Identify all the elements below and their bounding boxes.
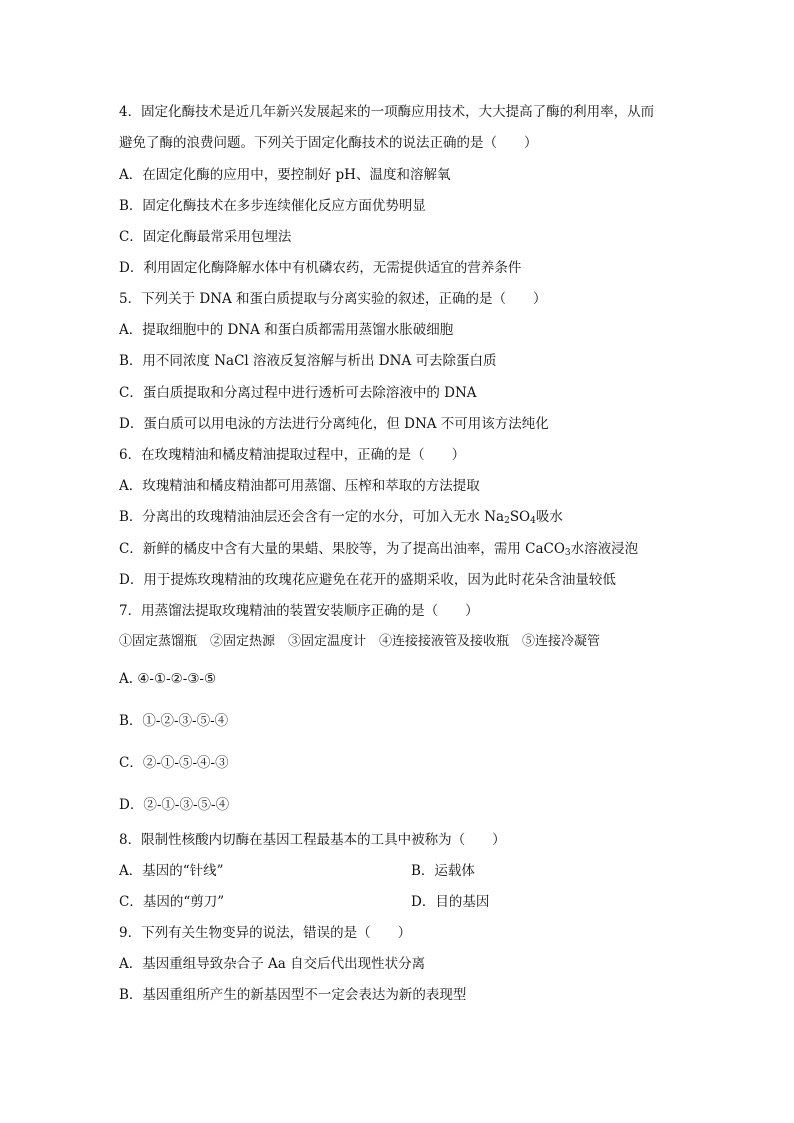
q5-option-c: C．蛋白质提取和分离过程中进行透析可去除溶液中的 DNA	[119, 385, 477, 401]
q7-stem: 7．用蒸馏法提取玫瑰精油的装置安装顺序正确的是（ ）	[119, 603, 479, 619]
q4-stem-line1: 4．固定化酶技术是近几年新兴发展起来的一项酶应用技术，大大提高了酶的利用率，从而	[119, 104, 655, 120]
q6-stem: 6．在玫瑰精油和橘皮精油提取过程中，正确的是（ ）	[119, 447, 466, 463]
q5-option-a: A．提取细胞中的 DNA 和蛋白质都需用蒸馏水胀破细胞	[119, 322, 454, 338]
q8-option-b: B．运载体	[411, 863, 475, 879]
q7-option-a: A. ④-①-②-③-⑤	[119, 671, 217, 687]
q9-stem: 9．下列有关生物变异的说法，错误的是（ ）	[119, 925, 412, 941]
q6-option-d: D．用于提炼玫瑰精油的玫瑰花应避免在花开的盛期采收，因为此时花朵含油量较低	[119, 572, 616, 588]
q5-stem: 5．下列关于 DNA 和蛋白质提取与分离实验的叙述，正确的是（ ）	[119, 291, 547, 307]
q7-option-c: C．②-①-⑤-④-③	[119, 755, 229, 771]
q7-option-d: D．②-①-③-⑤-④	[119, 797, 230, 813]
q4-stem-line2: 避免了酶的浪费问题。下列关于固定化酶技术的说法正确的是（ ）	[119, 135, 538, 151]
q9-option-a: A．基因重组导致杂合子 Aa 自交后代出现性状分离	[119, 956, 426, 972]
q4-option-d: D．利用固定化酶降解水体中有机磷农药，无需提供适宜的营养条件	[119, 260, 522, 276]
q8-option-c: C．基因的“剪刀”	[119, 894, 225, 910]
q5-option-b: B．用不同浓度 NaCl 溶液反复溶解与析出 DNA 可去除蛋白质	[119, 353, 497, 369]
q4-option-b: B．固定化酶技术在多步连续催化反应方面优势明显	[119, 198, 426, 214]
q6-option-b: B．分离出的玫瑰精油油层还会含有一定的水分，可加入无水 $Na_2SO_4$吸水	[119, 509, 563, 526]
q5-option-d: D．蛋白质可以用电泳的方法进行分离纯化，但 DNA 不可用该方法纯化	[119, 416, 549, 432]
q7-option-b: B．①-②-③-⑤-④	[119, 713, 229, 729]
q6-option-a: A．玫瑰精油和橘皮精油都可用蒸馏、压榨和萃取的方法提取	[119, 478, 480, 494]
q4-option-a: A．在固定化酶的应用中，要控制好 pH、温度和溶解氧	[119, 167, 451, 183]
q8-option-a: A．基因的“针线”	[119, 863, 224, 879]
q8-option-d: D．目的基因	[411, 894, 490, 910]
q9-option-b: B．基因重组所产生的新基因型不一定会表达为新的表现型	[119, 987, 467, 1003]
q7-steps: ①固定蒸馏瓶 ②固定热源 ③固定温度计 ④连接接液管及接收瓶 ⑤连接冷凝管	[119, 634, 601, 649]
q4-option-c: C．固定化酶最常采用包埋法	[119, 229, 292, 245]
q8-stem: 8．限制性核酸内切酶在基因工程最基本的工具中被称为（ ）	[119, 832, 506, 848]
q6-option-c: C．新鲜的橘皮中含有大量的果蜡、果胶等，为了提高出油率，需用 CaCO$_3$水溶液浸泡	[119, 541, 639, 558]
